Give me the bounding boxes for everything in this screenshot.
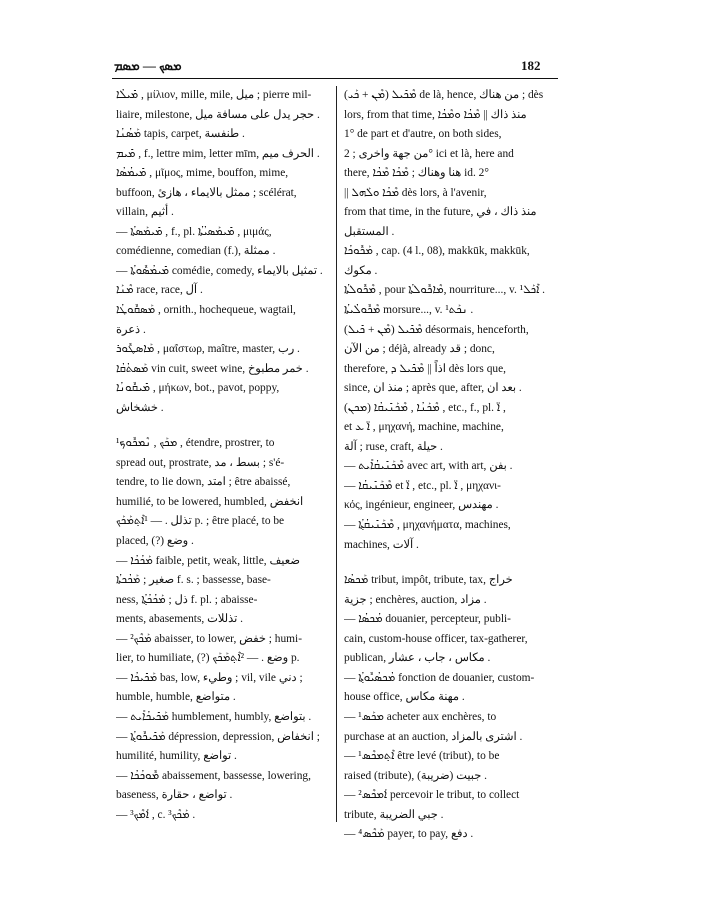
- entry-line: ܡܰܟܣܳܐ tribut, impôt, tribute, tax, خراج: [344, 574, 513, 587]
- entry-line: ness, ذل ; ܡܰܟܳܟܳܬ݂ܳܐ f. pl. ; abaisse-: [116, 593, 258, 606]
- entry-line: — ܡܺܝܡܰܣܬܳܐ , f., pl. ܡܺܝܡܰܣܝܳܬܳܐ , μιμάς,: [116, 225, 272, 238]
- entry-line: tendre, to lie down, امتد ; être abaissé,: [116, 476, 291, 489]
- left-column: [344, 86, 558, 845]
- header-rule: [112, 78, 558, 79]
- entry-line: ܡܶܟܽܘܠܳܝܬܳܐ morsure..., v. ¹ܢܟܰܬ .: [344, 304, 474, 317]
- entry-line: humilité, humility, تواضع .: [116, 750, 237, 763]
- entry-line: المستقبل .: [344, 225, 395, 238]
- entry-line: — ܡܶܟܰܢܺܝܩܳܐܺܝܬ avec art, with art, بفن .: [344, 460, 513, 473]
- entry-line: ذعرة .: [116, 323, 146, 336]
- entry-line: raised (tribute), جبيت (ضريبة) .: [344, 769, 487, 782]
- right-column: [116, 86, 328, 825]
- entry-line: ܡܶܟܺܝܠ (ܡܶܢ + ܟܺܝܠ) désormais, henceforth,: [344, 323, 529, 336]
- entry-line: — ܡܺܝܡܳܣܽܘܬܳܐ comédie, comedy, تمثيل بالايماء .: [116, 264, 323, 277]
- entry-line: ܡܰܟܽܘܟܳܐ , cap. (4 l., 08), makkūk, makkūk,: [344, 245, 530, 258]
- column-divider: [336, 86, 337, 822]
- entry-line: 1° de part et d'autre, on both sides,: [344, 128, 502, 141]
- entry-line: humble, humble, متواضع .: [116, 691, 236, 704]
- entry-line: — ܡܳܟܣܳܐ douanier, percepteur, publi-: [344, 613, 511, 626]
- section-gap: [116, 418, 328, 434]
- entry-line: ܡܶܟܽܘܠܬܳܐ , pour ܡܶܐܟܽܘܠܬܳܐ, nourriture..., v. ¹ܐܶܟܰܠ .: [344, 284, 545, 297]
- entry-line: (ܡܟܢ) ܡܶܟܰܢܳܐ , ܡܶܟܰܢܺܝܩܳܐ , etc., f., pl. ܐ̈ ,: [344, 401, 506, 414]
- entry-line: ܡܰܣܩܽܘܛܳܐ , ornith., hochequeue, wagtail,: [116, 304, 296, 317]
- running-head: ܡܣܟ — ܡܣܡ: [114, 58, 182, 73]
- entry-line: ments, abasements, تذللات .: [116, 613, 243, 626]
- entry-line: — ²ܡܰܟܶܟ abaisser, to lower, خفض ; humi-: [116, 632, 302, 645]
- entry-line: صغير ; ܡܰܟܳܟܬܳܐ f. s. ; bassesse, base-: [116, 574, 271, 587]
- entry-line: ܡܺܝܩܽܘܢܳܐ , μήκων, bot., pavot, poppy,: [116, 382, 280, 395]
- entry-line: ܡܺܝܡܳܣܳܐ , μῖμος, mime, bouffon, mime,: [116, 167, 289, 180]
- entry-line: humilié, to be lowered, humbled, انخفض: [116, 495, 304, 508]
- entry-line: ܡܰܣܳܢܳܐ tapis, carpet, طنفسة .: [116, 128, 245, 141]
- entry-line: — ܡܶܟܰܢܺܝܩܳܐ et ܐ̈ , etc., pl. ܐ̈ , μηχανι-: [344, 479, 501, 492]
- section-gap: [344, 555, 558, 571]
- entry-line: — ³ܐܰܡܶܟ , c. ³ܡܰܟܶܟ .: [116, 808, 196, 821]
- entry-line: cain, custom-house officer, tax-gatherer,: [344, 632, 528, 645]
- entry-line: من جهة واخرى ; 2° ici et là, here and: [344, 147, 514, 160]
- entry-line: مكوك .: [344, 264, 378, 277]
- entry-line: ܡܺܝܡ , f., lettre mim, letter mīm, الحرف ميم .: [116, 147, 320, 160]
- entry-line: تذلل . — ¹ܐܶܬ݂ܡܰܟܰܟ p. ; être placé, to be: [116, 515, 285, 528]
- entry-line: — ܡܰܟܺܝܟܽܘܬ݂ܳܐ dépression, depression, انخفاض ;: [116, 730, 320, 743]
- entry-line: — ¹ܡܟܰܣ acheter aux enchères, to: [344, 710, 497, 723]
- entry-line: lors, from that time, منذ ذاك || ܡܶܟܳܐ ܘܡܶܟܳܐ: [344, 108, 527, 121]
- entry-line: || ܡܶܟܳܐ ܘܠܰܗܠ dès lors, à l'avenir,: [344, 186, 487, 199]
- entry-line: machines, آلات .: [344, 538, 419, 551]
- entry-line: placed, (?) وضع .: [116, 535, 194, 548]
- entry-line: — ¹ܐܶܬ݂ܡܟܶܣ être levé (tribut), to be: [344, 750, 500, 763]
- entry-line: therefore, اذاً || ܡܶܟܺܝܠ ܕ dès lors que,: [344, 362, 506, 375]
- entry-line: — ܡܰܟܺܝܟܳܐܺܝܬ humblement, humbly, بتواضع .: [116, 710, 312, 723]
- entry-line: — ²ܐܰܡܟܶܣ percevoir le tribut, to collect: [344, 789, 520, 802]
- entry-line: purchase at an auction, اشترى بالمزاد .: [344, 730, 523, 743]
- entry-line: buffoon, ممثل بالايماء ، هازئ ; scélérat,: [116, 186, 297, 199]
- entry-line: ܡܰܐܣܛܽܘܪ , μαΐστωρ, maître, master, رب .: [116, 343, 300, 356]
- entry-line: ܡܶܢܰܐ race, race, آل .: [116, 284, 203, 297]
- entry-line: — ܡܳܟܣܳܝܽܘܬ݂ܳܐ fonction de douanier, custom-: [344, 671, 535, 684]
- entry-line: — ⁴ܡܰܟܶܣ payer, to pay, دفع .: [344, 828, 474, 841]
- entry-line: — ܡܰܟܳܟܳܐ faible, petit, weak, little, ضعيف: [116, 554, 300, 567]
- entry-line: there, هنا وهناك ; ܡܶܟܳܐ ܡܶܟܳܐ id. 2°: [344, 167, 489, 180]
- entry-line: من الآن ; déjà, already قد ; donc,: [344, 343, 495, 356]
- entry-line: liaire, milestone, حجر يدل على مسافة ميل .: [116, 108, 320, 121]
- entry-line: آلة ; ruse, craft, حيلة .: [344, 440, 443, 453]
- entry-line: comédienne, comedian (f.), ممثلة .: [116, 245, 276, 258]
- entry-line: publican, مكاس ، جاب ، عشار .: [344, 652, 491, 665]
- entry-line: et ܐ̈ ܥ , μηχανή, machine, machine,: [344, 421, 504, 434]
- entry-line: house office, مهنة مكاس .: [344, 691, 465, 704]
- entry-line: from that time, in the future, منذ ذاك ، في: [344, 206, 537, 219]
- entry-line: villain, أثيم .: [116, 206, 174, 219]
- entry-line: ܡܺܝܠܳܐ , μίλιον, mille, mile, ميل ; pierre mil-: [116, 89, 312, 101]
- entry-line: — ܡܶܟܰܢܺܝܩܳܬ݂ܳܐ , μηχανήματα, machines,: [344, 519, 511, 532]
- entry-line: — ܡܰܟܺܝܟܳܐ bas, low, وطيء ; vil, vile دني ;: [116, 671, 303, 684]
- entry-line: since, منذ ان ; après que, after, بعد ان .: [344, 382, 522, 395]
- entry-line: tribute, جبي الضريبة .: [344, 808, 444, 821]
- entry-line: κός, ingénieur, engineer, مهندس .: [344, 499, 499, 512]
- entry-line: ܡܰܣܬܳܩܳܐ vin cuit, sweet wine, خمر مطبوخ .: [116, 362, 309, 375]
- entry-line: spread out, prostrate, بسط ، مد ; s'é-: [116, 456, 285, 469]
- page-number: 182: [521, 58, 541, 73]
- entry-line: خشخاش .: [116, 401, 164, 414]
- entry-line: جزية ; enchères, auction, مزاد .: [344, 593, 487, 606]
- entry-line: ¹ܡܟܰܟ , ܢܶܡܟܽܘܟ , étendre, prostrer, to: [116, 437, 275, 450]
- entry-line: baseness, تواضع ، حقارة .: [116, 789, 233, 802]
- entry-line: — ܡܽܘܟܳܟܳܐ abaissement, bassesse, lowering,: [116, 769, 311, 782]
- entry-line: lier, to humiliate, (?) وضع . — ²ܐܶܬ݂ܡܰܟܰܟ p.: [116, 652, 300, 665]
- entry-line: ܡܶܟܺܝܠ (ܡܶܢ + ܟܰܝ) de là, hence, من هناك ; dès: [344, 89, 544, 101]
